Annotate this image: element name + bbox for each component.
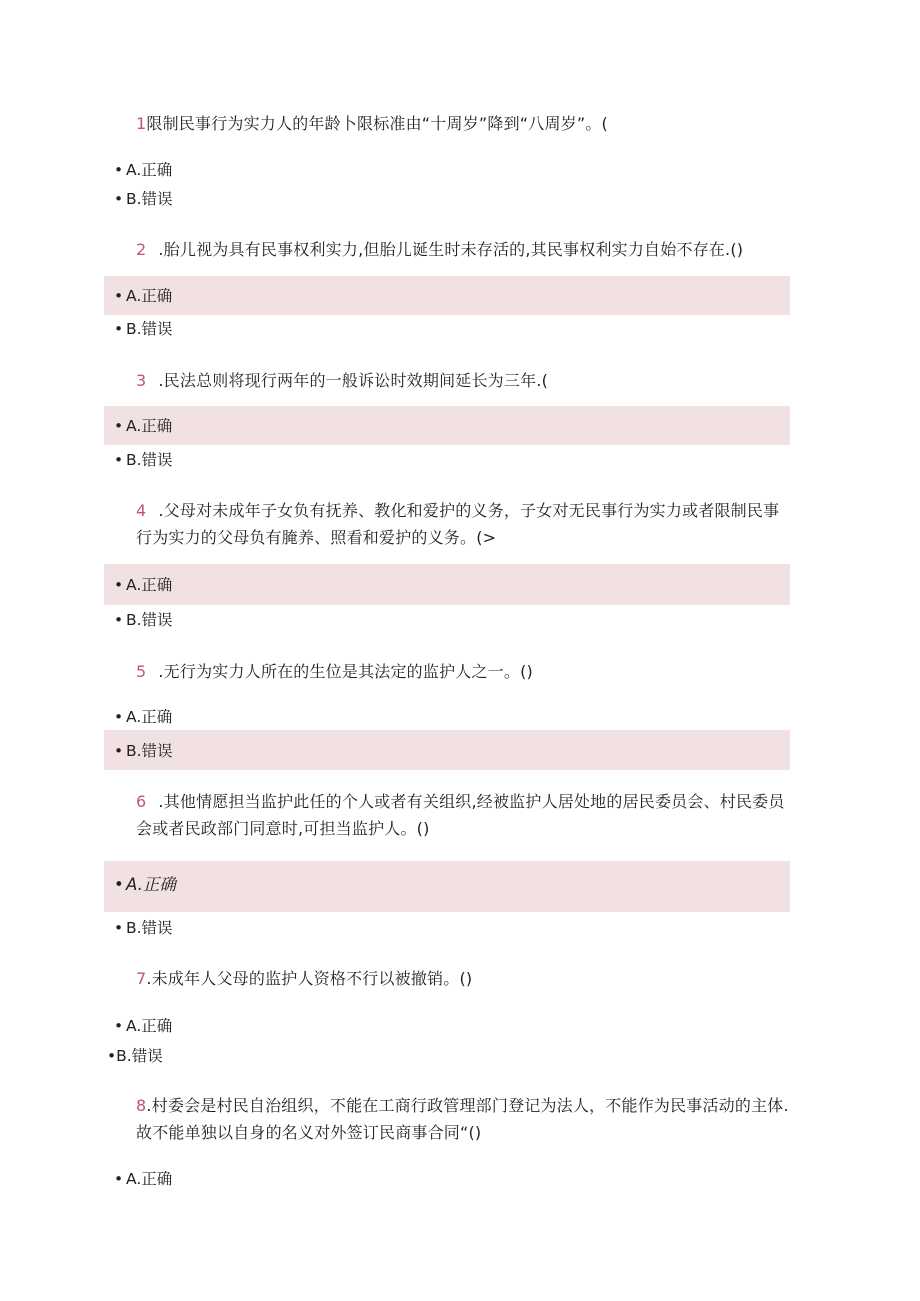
question-2 [136,236,790,263]
option-label: A.正确 [126,875,176,894]
option-a[interactable] [104,406,790,445]
question-number: 8 [136,1096,147,1115]
option-label: A.正确 [126,576,173,594]
bullet-icon: • [114,742,124,760]
question-text: .父母对未成年子女负有抚养、教化和爱护的义务，子女对无民事行为实力或者限制民事行为实力的父母负有腌养、照看和爱护的义务。(> [136,501,780,547]
option-label: A.正确 [126,287,173,305]
question-text: 限制民事行为实力人的年龄卜限标准由“十周岁”降到“八周岁”。( [146,114,608,133]
question-text: .未成年人父母的监护人资格不行以被撤销。() [146,969,473,988]
question-number: 6 [136,792,147,811]
bullet-icon: • [114,417,124,435]
question-text: .民法总则将现行两年的一般诉讼时效期间延长为三年.( [158,371,549,390]
question-number: 5 [136,662,147,681]
option-label: B.错误 [126,190,173,208]
option-a[interactable] [104,706,790,730]
option-label: A.正确 [126,417,173,435]
question-7 [136,965,790,992]
option-a[interactable] [104,159,790,183]
bullet-icon: • [114,1170,124,1188]
question-3 [136,367,790,394]
bullet-icon: • [114,161,124,179]
question-8 [136,1092,790,1146]
bullet-icon: • [114,287,124,305]
bullet-icon: • [114,611,124,629]
bullet-icon: • [114,708,124,726]
option-a[interactable] [104,1015,790,1039]
question-number: 3 [136,371,147,390]
option-a[interactable] [104,564,790,605]
bullet-icon: • [114,320,124,338]
option-label: B.错误 [126,451,173,469]
option-a[interactable] [104,861,790,912]
option-b[interactable] [104,449,790,473]
option-a[interactable] [104,276,790,315]
bullet-icon: • [114,451,124,469]
question-text: .村委会是村民自治组织，不能在工商行政管理部门登记为法人，不能作为民事活动的主体.故不能单独以自身的名义对外签订民商事合同“() [136,1096,789,1142]
option-a[interactable] [104,1168,790,1192]
option-label: A.正确 [126,708,173,726]
option-b[interactable] [104,609,790,633]
option-b[interactable] [104,917,790,941]
option-b[interactable] [104,318,790,342]
question-4 [136,497,790,551]
question-number: 7 [136,969,147,988]
question-text: .其他情愿担当监护此任的个人或者有关组织,经被监护人居处地的居民委员会、村民委员会或者民政部门同意时,可担当监护人。() [136,792,785,838]
question-number: 4 [136,501,147,520]
question-6 [136,788,790,842]
question-text: .胎儿视为具有民事权利实力,但胎儿诞生时未存活的,其民事权利实力自始不存在.() [158,240,744,259]
question-1 [136,110,790,137]
option-label: B.错误 [126,919,173,937]
question-number: 2 [136,240,147,259]
bullet-icon: • [114,875,124,894]
option-label: B.错误 [116,1047,163,1065]
bullet-icon: • [114,190,124,208]
bullet-icon: • [107,1047,117,1065]
option-b[interactable] [104,1045,790,1069]
option-label: B.错误 [126,742,173,760]
option-label: A.正确 [126,1170,173,1188]
option-b[interactable] [104,188,790,212]
question-5 [136,658,790,685]
bullet-icon: • [114,919,124,937]
question-number: 1 [136,114,147,133]
bullet-icon: • [114,1017,124,1035]
option-b[interactable] [104,730,790,770]
option-label: B.错误 [126,611,173,629]
option-label: A.正确 [126,161,173,179]
question-text: .无行为实力人所在的生位是其法定的监护人之一。() [158,662,533,681]
bullet-icon: • [114,576,124,594]
option-label: B.错误 [126,320,173,338]
option-label: A.正确 [126,1017,173,1035]
